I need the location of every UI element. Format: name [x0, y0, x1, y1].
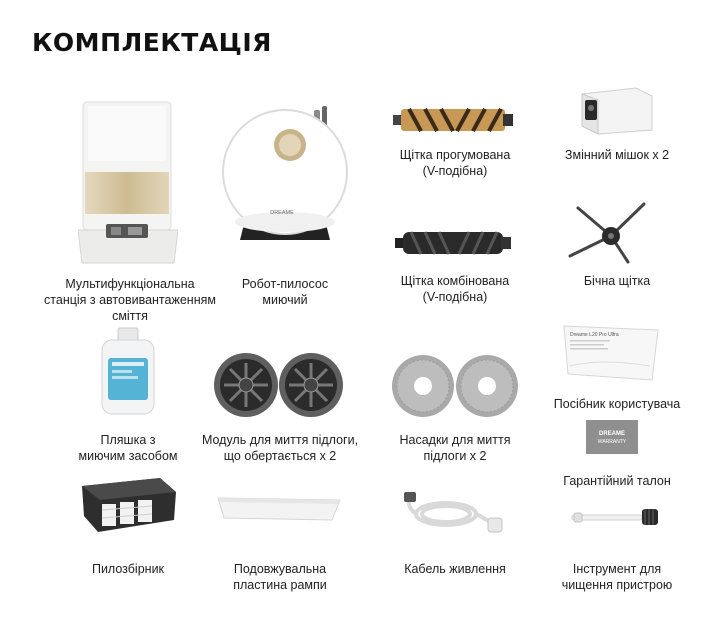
dust-bag-image: [580, 86, 654, 136]
caption-mop-pads: Насадки для миття підлоги х 2: [399, 433, 511, 463]
page-title: КОМПЛЕКТАЦІЯ: [32, 28, 272, 57]
caption-dust-bag: Змінний мішок х 2: [564, 148, 670, 162]
caption-robot: Робот-пилосос миючий: [241, 277, 329, 307]
caption-tool: Інструмент для чищення пристрою: [561, 562, 673, 592]
station-image: [78, 98, 178, 268]
brush-rubber-image: [393, 107, 515, 133]
side-brush-image: [566, 196, 656, 266]
caption-warranty: Гарантійний талон: [563, 474, 671, 488]
cable-image: [402, 488, 506, 534]
caption-dustbin: Пилозбірник: [91, 562, 165, 576]
brush-combo-image: [395, 228, 513, 258]
warranty-card-brand: DREAME: [598, 431, 626, 437]
dustbin-image: [80, 476, 180, 536]
caption-ramp: Подовжувальна пластина рампи: [233, 562, 327, 592]
mop-pads-image: [392, 352, 518, 420]
caption-manual: Посібник користувача: [553, 397, 681, 411]
warranty-image: [586, 420, 638, 454]
caption-brush-combo: Щітка комбінована (V-подібна): [400, 274, 510, 304]
robot-image: [210, 100, 360, 255]
ramp-image: [214, 494, 344, 524]
robot-brand-text: DREAME: [270, 210, 294, 216]
warranty-card-word: WARRANTY: [597, 439, 627, 445]
bottle-image: [98, 326, 158, 416]
tool-image: [570, 506, 662, 528]
manual-cover-text: Dreame L20 Pro Ultra: [570, 332, 619, 338]
caption-station: Мультифункціональна станція з автовивантаженням сміття: [44, 277, 216, 323]
caption-cable: Кабель живлення: [404, 562, 506, 576]
caption-bottle: Пляшка з миючим засобом: [78, 433, 178, 463]
caption-side-brush: Бічна щітка: [583, 274, 651, 288]
caption-brush-rubber: Щітка прогумована (V-подібна): [399, 148, 511, 178]
caption-mop-module: Модуль для миття підлоги, що обертається х 2: [201, 433, 359, 463]
mop-module-image: [214, 350, 344, 420]
manual-image: [562, 322, 662, 384]
